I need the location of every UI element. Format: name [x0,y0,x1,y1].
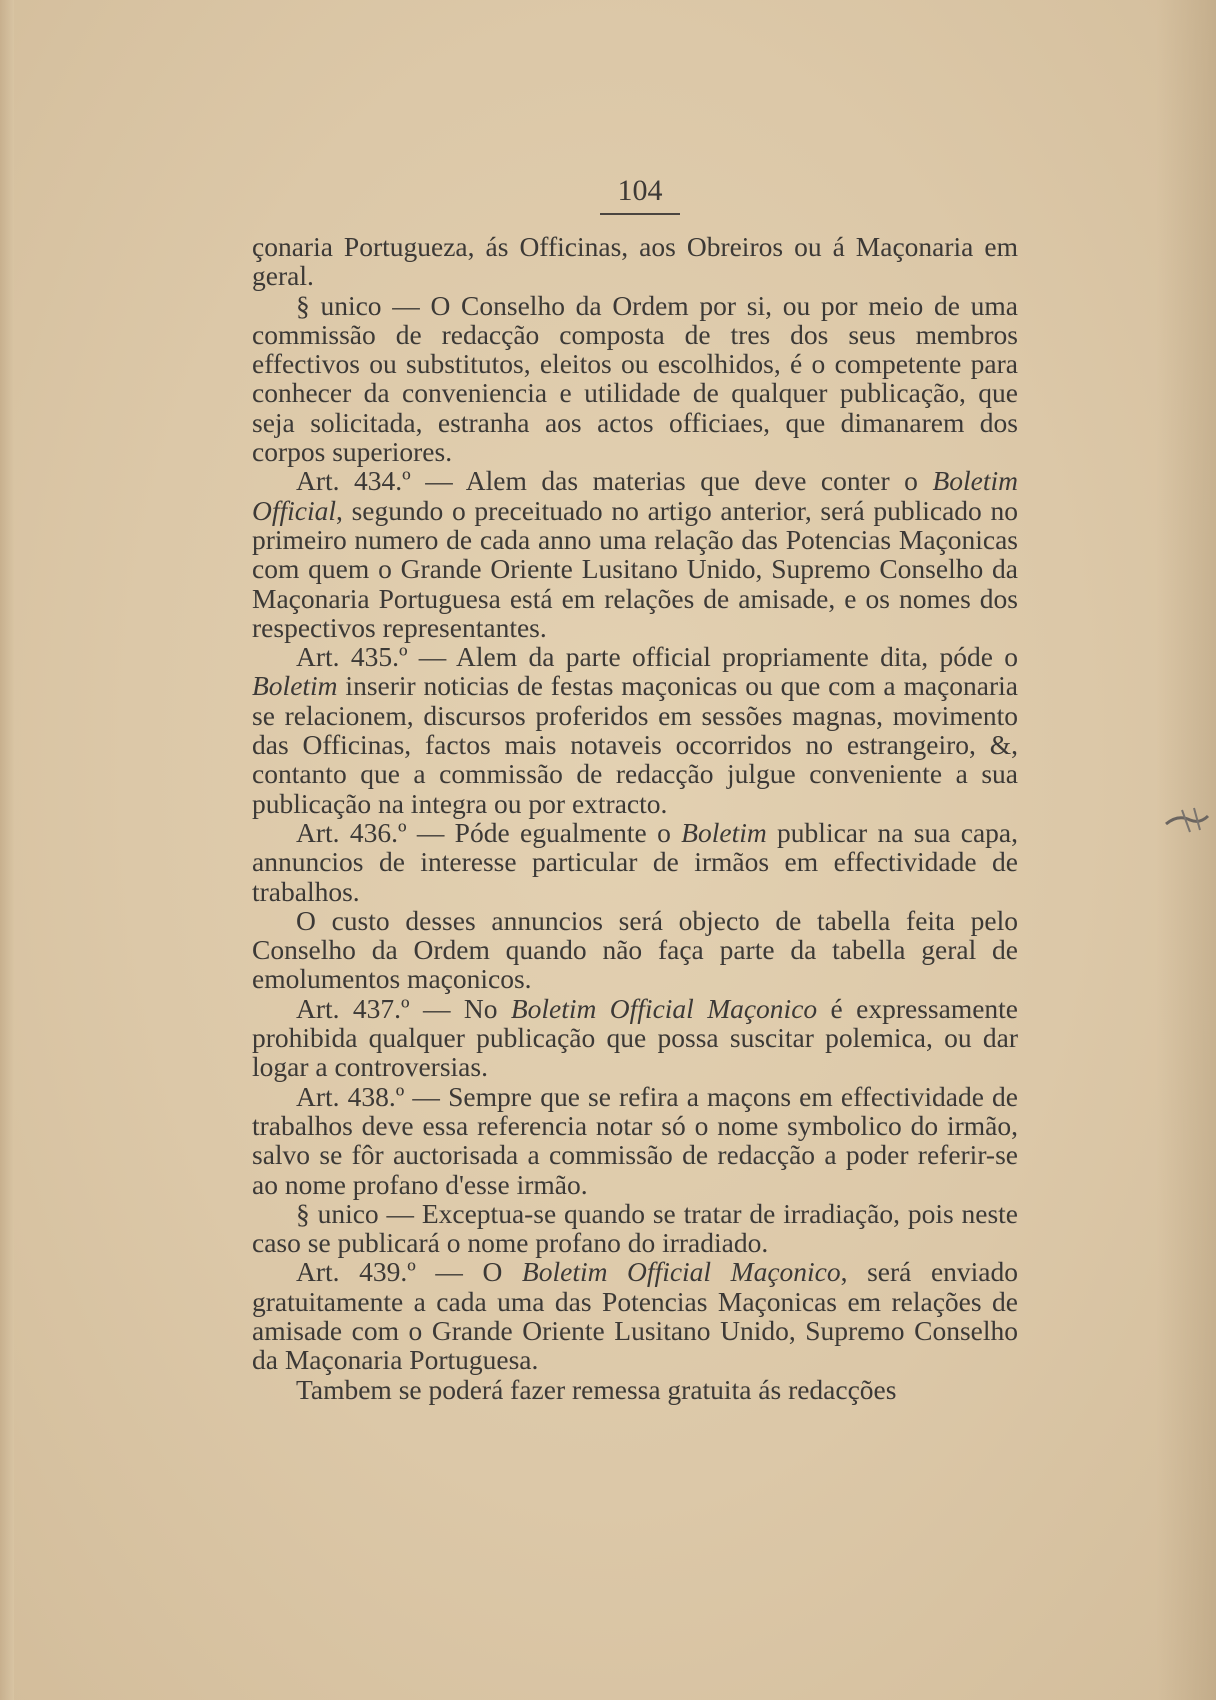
page-number: 104 [617,174,663,207]
page-edge-shadow [1156,0,1216,1700]
paragraph-continuation [252,232,1018,291]
text-run: § unico — Exceptua-se quando se tratar de irradiação, pois neste caso se publicará o nome profano do irradiado. [252,1197,1018,1259]
paragraph-unico-irradiacao [252,1199,1018,1258]
paragraph-art-435 [252,642,1018,818]
text-run: Art. 439.º — O [296,1256,522,1288]
text-run: Art. 436.º — Póde egualmente o [296,816,682,848]
text-run: é expressamente prohibida qualquer publicação que possa suscitar polemica, ou dar logar a controversias. [252,992,1019,1083]
paragraph-art-438 [252,1082,1018,1199]
page-gutter [0,0,14,1700]
text-run: Tambem se poderá fazer remessa gratuita ás redacções [296,1373,897,1405]
text-run: inserir noticias de festas maçonicas ou que com a maçonaria se relacionem, discursos proferidos em sessões magnas, movimento das Officinas, factos mais notaveis occorridos no estrangeiro, &, contanto que a commissão de redacção julgue conveniente a sua publicação na integra ou por extracto. [252,670,1018,819]
text-run: Art. 438.º — Sempre que se refira a maçons em effectividade de trabalhos deve essa referencia notar só o nome symbolico do irmão, salvo se fôr auctorisada a commissão de redacção a poder referir-se ao nome profano d'esse irmão. [252,1080,1018,1200]
page-number-rule [600,213,680,215]
paragraph-unico-conselho [252,291,1018,467]
italic-title: Boletim Official Maçonico [510,992,818,1024]
text-run: çonaria Portugueza, ás Officinas, aos Obreiros ou á Maçonaria em geral. [252,231,1018,292]
ink-smudge-icon [1160,800,1212,840]
text-run: Art. 435.º — Alem da parte official propriamente dita, póde o [296,641,1018,673]
paragraph-tambem [252,1375,1018,1404]
paragraph-custo-annuncios [252,906,1018,994]
text-run: , será enviado gratuitamente a cada uma das Potencias Maçonicas em relações de amisade com o Grande Oriente Lusitano Unido, Supremo Conselho da Maçonaria Portuguesa. [252,1256,1019,1376]
italic-title: Boletim [252,670,338,702]
text-run: publicar na sua capa, annuncios de interesse particular de irmãos em effectividade de trabalhos. [252,816,1018,907]
italic-title: Boletim Official [252,465,1018,526]
body-text [252,232,1018,1404]
text-run: Art. 437.º — No [296,992,511,1024]
italic-title: Boletim Official Maçonico [521,1256,841,1288]
paragraph-art-436 [252,818,1018,906]
paragraph-art-439 [252,1257,1018,1374]
text-run: Art. 434.º — Alem das materias que deve conter o [296,465,933,497]
text-run: O custo desses annuncios será objecto de tabella feita pelo Conselho da Ordem quando não faça parte da tabella geral de emolumentos maçonicos. [252,904,1018,995]
text-run: , segundo o preceituado no artigo anterior, será publicado no primeiro numero de cada anno uma relação das Potencias Maçonicas com quem o Grande Oriente Lusitano Unido, Supremo Conselho da Maçonaria Portuguesa está em relações de amisade, e os nomes dos respectivos representantes. [252,494,1018,643]
italic-title: Boletim [681,816,767,848]
text-run: § unico — O Conselho da Ordem por si, ou por meio de uma commissão de redacção composta de tres dos seus membros effectivos ou substitutos, eleitos ou escolhidos, é o competente para conhecer da conveniencia e utilidade de qualquer publicação, que seja solicitada, estranha aos actos officiaes, que dimanarem dos corpos superiores. [252,289,1018,468]
paragraph-art-437 [252,994,1018,1082]
paragraph-art-434 [252,466,1018,642]
